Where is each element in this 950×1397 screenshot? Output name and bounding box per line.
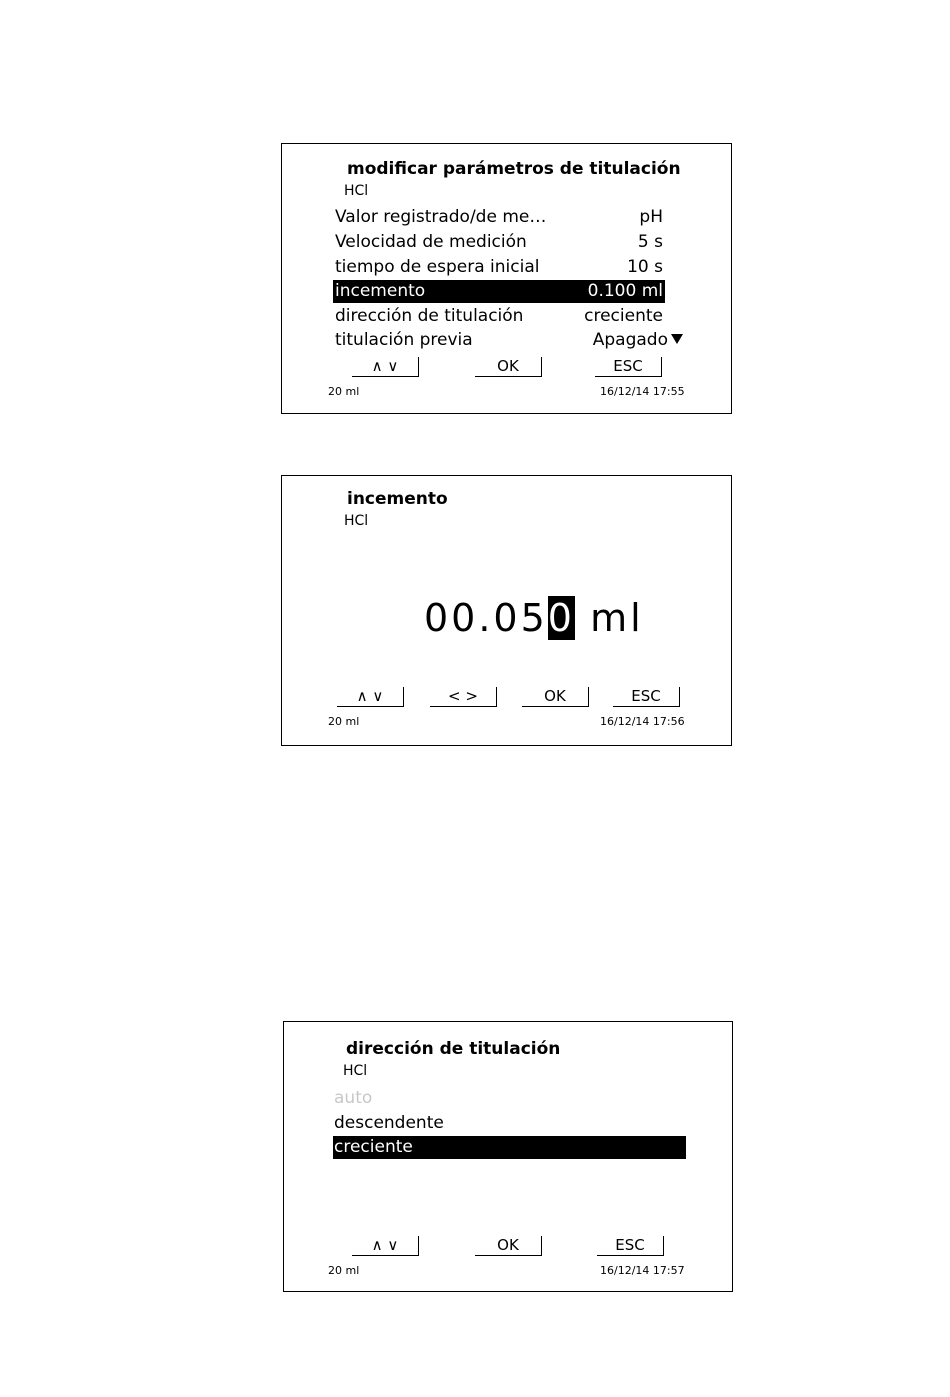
param-value: pH [639,207,663,227]
ok-button[interactable]: OK [522,687,589,707]
triangle-down-icon [671,334,683,344]
increment-value-editor[interactable] [424,596,644,640]
sample-name: HCl [344,513,369,529]
param-row-measured-value[interactable] [333,206,665,229]
value-unit: ml [574,596,644,640]
screen-title: modificar parámetros de titulación [347,159,681,179]
param-label: tiempo de espera inicial [335,257,540,277]
volume-indicator: 20 ml [328,1264,360,1277]
updown-button[interactable]: ∧ ∨ [337,687,404,707]
param-value: 0.100 ml [587,281,663,301]
esc-button[interactable]: ESC [595,357,662,377]
datetime: 16/12/14 17:57 [600,1264,685,1277]
screen-title: dirección de titulación [346,1039,561,1059]
ok-button[interactable]: OK [475,1236,542,1256]
param-label: incemento [335,281,426,301]
param-label: Velocidad de medición [335,232,527,252]
leftright-button[interactable]: < > [430,687,497,707]
param-value: 5 s [637,232,663,252]
param-row-measure-speed[interactable] [333,231,665,254]
value-digits: 00.05 [424,596,548,640]
increment-edit-screen [281,475,732,746]
param-value: 10 s [627,257,663,277]
param-value-group [593,329,683,352]
param-row-direction[interactable] [333,305,665,328]
cursor-digit[interactable]: 0 [547,596,575,640]
sample-name: HCl [343,1063,368,1079]
sample-name: HCl [344,183,369,199]
param-label: titulación previa [335,330,473,350]
option-descendente[interactable]: descendente [334,1113,444,1133]
param-value: Apagado [592,330,668,350]
updown-button[interactable]: ∧ ∨ [352,357,419,377]
ok-button[interactable]: OK [475,357,542,377]
option-creciente[interactable]: creciente [333,1136,686,1159]
direction-select-screen [283,1021,733,1292]
datetime: 16/12/14 17:55 [600,385,685,398]
esc-button[interactable]: ESC [613,687,680,707]
volume-indicator: 20 ml [328,715,360,728]
param-label: Valor registrado/de me… [335,207,547,227]
param-row-initial-wait[interactable] [333,256,665,279]
option-auto: auto [334,1088,373,1108]
param-value: creciente [584,306,663,326]
volume-indicator: 20 ml [328,385,360,398]
datetime: 16/12/14 17:56 [600,715,685,728]
param-row-increment[interactable] [333,280,665,303]
screen-title: incemento [347,489,448,509]
param-label: dirección de titulación [335,306,524,326]
param-row-pretitration[interactable] [333,329,685,352]
esc-button[interactable]: ESC [597,1236,664,1256]
params-screen [281,143,732,414]
updown-button[interactable]: ∧ ∨ [352,1236,419,1256]
